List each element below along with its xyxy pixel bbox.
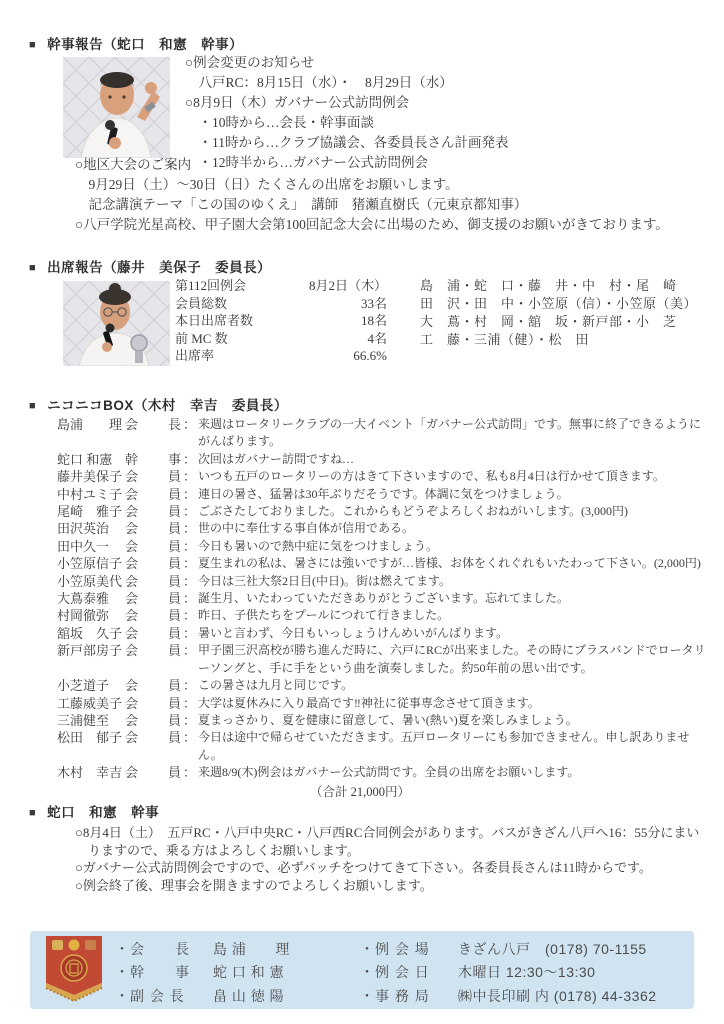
member-comment: 今日は三社大祭2日目(中日)。街は燃えてます。 <box>198 573 452 588</box>
footer-value: きざん八戸 (0178) 70-1155 <box>458 940 647 957</box>
niconico-entry <box>57 695 707 712</box>
separator-colon: ： <box>183 608 197 624</box>
announcement-line: ○地区大会のご案内 <box>75 157 192 172</box>
niconico-total: （合計 21,000円） <box>310 784 411 799</box>
member-comment: 世の中に奉仕する事自体が信用である。 <box>198 521 415 536</box>
niconico-entry <box>57 642 707 677</box>
member-comment: 来週はロータリークラブの一大イベント「ガバナー公式訪問」です。無事に終了できるようにがんばります。 <box>198 417 702 449</box>
secretary-announcement-list-2 <box>75 155 669 235</box>
stat-value: 33名 <box>360 295 387 311</box>
member-name: 舘坂 久子 <box>57 625 123 641</box>
section-header-secretary-report <box>29 37 243 53</box>
member-role: 会 員 <box>125 765 181 781</box>
niconico-entry <box>57 677 707 694</box>
separator-colon: ： <box>183 678 197 694</box>
member-name: 小笠原信子 <box>57 556 123 572</box>
footer-row <box>360 937 690 961</box>
footer-meeting-column <box>360 937 690 1008</box>
member-role: 会 員 <box>125 538 181 554</box>
section-header-attendance-report <box>29 260 271 276</box>
stat-row <box>175 330 387 348</box>
niconico-entry <box>57 607 707 624</box>
member-name: 新戸部房子 <box>57 643 123 659</box>
footer-value: 島 浦 理 <box>213 940 290 957</box>
member-comment: 次回はガバナー訪問ですね… <box>198 451 355 466</box>
member-comment: 昨日、子供たちをプールにつれて行きました。 <box>198 608 450 623</box>
secretary-photo-graphic <box>63 57 170 158</box>
announcement-line: ○例会変更のお知らせ <box>185 55 315 70</box>
niconico-entry <box>57 538 707 555</box>
chairperson-photo-graphic <box>63 281 170 366</box>
member-comment: いつも五戸のロータリーの方はきて下さいますので、私も8月4日は行かせて頂きます。 <box>198 469 665 484</box>
stat-label: 会員総数 <box>175 295 228 311</box>
footer-value: 蛇 口 和 憲 <box>213 964 285 981</box>
attendee-names-line: 田 沢・田 中・小笠原（信）・小笠原（美） <box>420 296 698 311</box>
footer-row <box>360 961 690 985</box>
stat-label: 前 MC 数 <box>175 330 228 346</box>
member-comment: 来週8/9(木)例会はガバナー公式訪問です。全員の出席をお願いします。 <box>198 765 580 780</box>
stat-row <box>175 295 387 313</box>
secretary-note-line: ○8月4日（土） 五戸RC・八戸中央RC・八戸西RC合同例会があります。バスがきざん八戸へ16：55分にまいりますので、乗る方はよろしくお願いします。 <box>75 825 700 858</box>
member-role: 会 員 <box>125 573 181 589</box>
member-role: 会 員 <box>125 730 181 746</box>
stat-value: 4名 <box>367 330 387 346</box>
section-header-secretary-notes <box>29 805 159 821</box>
announcement-line: ・11時から…クラブ協議会、各委員長さん計画発表 <box>185 135 509 150</box>
stat-label: 第112回例会 <box>175 278 247 293</box>
separator-colon: ： <box>183 765 197 781</box>
member-role: 会 長 <box>125 417 181 432</box>
announcement-line: ・10時から…会長・幹事面談 <box>185 115 374 130</box>
announcement-line: 八戸RC：8月15日（水）・ 8月29日（水） <box>185 75 453 90</box>
member-name: 小芝道子 <box>57 678 110 694</box>
section-marker-icon: ■ <box>29 807 37 819</box>
section-marker-icon: ■ <box>29 262 37 274</box>
separator-colon: ： <box>183 730 197 746</box>
footer-label: ・例 会 日 <box>360 964 430 981</box>
niconico-entry <box>57 729 707 764</box>
niconico-entry <box>57 590 707 607</box>
footer-officers-column <box>115 937 355 1008</box>
stat-row <box>175 312 387 330</box>
niconico-entry <box>57 573 707 590</box>
footer-label: ・例 会 場 <box>360 940 430 957</box>
niconico-entry <box>57 486 707 503</box>
attendee-name-list <box>420 277 697 349</box>
footer-row <box>115 984 355 1008</box>
member-name: 村岡徹弥 <box>57 608 110 624</box>
member-comment: 夏生まれの私は、暑さには強いですが…皆様、お体をくれぐれもいたわって下さい。(2,000円) <box>198 556 701 571</box>
member-role: 会 員 <box>125 712 181 728</box>
member-name: 工藤威美子 <box>57 695 123 711</box>
member-name: 田中久一 <box>57 538 110 554</box>
member-name: 三浦健至 <box>57 712 110 728</box>
member-name: 大蔦泰雅 <box>57 591 110 607</box>
footer-label: ・副 会 長 <box>115 987 185 1004</box>
member-comment: 暑いと言わず、今日もいっしょうけんめいがんばります。 <box>198 625 509 640</box>
member-role: 会 員 <box>125 695 181 711</box>
niconico-entry <box>57 468 707 485</box>
niconico-entry <box>57 555 707 572</box>
separator-colon: ： <box>183 451 197 467</box>
member-comment: 甲子園三沢高校が勝ち進んだ時に、六戸にRCが出来ました。その時にブラスバンドでロータリーソングと、手に手をという曲を演奏しました。約50年前の思い出です。 <box>198 643 706 675</box>
separator-colon: ： <box>183 469 197 485</box>
separator-colon: ： <box>183 556 197 572</box>
attendee-names-line: 工 藤・三浦（健）・松 田 <box>420 332 590 347</box>
footer-value: 畠 山 徳 陽 <box>213 987 285 1004</box>
member-role: 会 員 <box>125 678 181 694</box>
member-name: 蛇口 和憲 <box>57 451 113 467</box>
footer-label: ・会 長 <box>115 940 190 957</box>
member-comment: 誕生月、いたわっていただきありがとうございます。忘れてました。 <box>198 591 569 606</box>
announcement-line: ○八戸学院光星高校、甲子園大会第100回記念大会に出場のため、御支援のお願いがきております。 <box>75 217 669 232</box>
footer-row <box>360 984 690 1008</box>
section-marker-icon: ■ <box>29 39 37 51</box>
secretary-speaking-photo <box>63 57 170 158</box>
separator-colon: ： <box>183 591 197 607</box>
section-title-niconico-box: ニコニコBOX（木村 幸吉 委員長） <box>47 398 288 413</box>
member-name: 中村ユミ子 <box>57 486 123 502</box>
attendance-stats-table <box>175 277 387 365</box>
announcement-line: ・12時半から…ガバナー公式訪問例会 <box>185 155 428 170</box>
footer-row <box>115 937 355 961</box>
club-info-footer <box>30 931 694 1009</box>
stat-value: 18名 <box>360 313 387 328</box>
separator-colon: ： <box>183 504 197 520</box>
member-name: 田沢英治 <box>57 521 110 537</box>
announcement-line: ○8月9日（木）ガバナー公式訪問例会 <box>185 95 410 110</box>
attendee-names-line: 島 浦・蛇 口・藤 井・中 村・尾 崎 <box>420 278 677 293</box>
member-name: 木村 幸吉 <box>57 765 123 781</box>
announcement-line: 記念講演テーマ「この国のゆくえ」 講師 猪瀬直樹氏（元東京都知事） <box>75 197 528 212</box>
separator-colon: ： <box>183 486 197 502</box>
separator-colon: ： <box>183 643 197 659</box>
section-title-attendance-report: 出席報告（藤井 美保子 委員長） <box>47 260 272 275</box>
secretary-note-list <box>75 824 708 894</box>
niconico-entry <box>57 416 707 451</box>
separator-colon: ： <box>183 695 197 711</box>
member-role: 会 員 <box>125 556 181 572</box>
footer-row <box>115 961 355 985</box>
member-name: 小笠原美代 <box>57 573 123 589</box>
stat-row <box>175 277 387 295</box>
separator-colon: ： <box>183 573 197 589</box>
footer-value: ㈱中長印刷 内 (0178) 44-3362 <box>458 987 657 1004</box>
niconico-entry <box>57 503 707 520</box>
club-pennant-icon <box>42 935 106 1007</box>
member-comment: 今日も暑いので熱中症に気をつけましょう。 <box>198 538 439 553</box>
chairperson-speaking-photo <box>63 281 170 366</box>
footer-value: 木曜日 12:30～13:30 <box>458 964 596 981</box>
member-name: 松田 郁子 <box>57 730 123 746</box>
member-role: 会 員 <box>125 625 181 641</box>
member-comment: 大学は夏休みに入り最高です‼神社に従事専念させて頂きます。 <box>198 695 540 710</box>
separator-colon: ： <box>183 538 197 554</box>
member-role: 会 員 <box>125 643 181 659</box>
member-role: 会 員 <box>125 608 181 624</box>
member-role: 会 員 <box>125 486 181 502</box>
member-name: 尾崎 雅子 <box>57 504 123 520</box>
stat-label: 本日出席者数 <box>175 313 254 328</box>
separator-colon: ： <box>183 521 197 537</box>
section-title-secretary-report: 幹事報告（蛇口 和憲 幹事） <box>47 37 244 52</box>
stat-label: 出席率 <box>175 348 215 363</box>
member-comment: 今日は途中で帰らせていただきます。五戸ロータリーにも参加できません。申し訳ありません。 <box>198 730 690 762</box>
stat-row <box>175 347 387 365</box>
member-comment: この暑さは九月と同じです。 <box>198 678 354 693</box>
announcement-line: 9月29日（土）～30日（日）たくさんの出席をお願いします。 <box>75 177 459 192</box>
member-role: 会 員 <box>125 591 181 607</box>
section-header-niconico-box <box>29 398 288 414</box>
attendee-names-line: 大 蔦・村 岡・舘 坂・新戸部・小 芝 <box>420 314 677 329</box>
footer-label: ・幹 事 <box>115 964 190 981</box>
secretary-note-line: ○例会終了後、理事会を開きますのでよろしくお願いします。 <box>75 877 433 893</box>
member-comment: ごぶさたしておりました。これからもどうぞよろしくおねがいします。(3,000円) <box>198 504 629 519</box>
footer-label: ・事 務 局 <box>360 987 430 1004</box>
separator-colon: ： <box>183 625 197 641</box>
member-role: 会 員 <box>125 521 181 537</box>
stat-value: 66.6% <box>353 348 387 363</box>
member-comment: 夏まっさかり、夏を健康に留意して、暑い(熱い)夏を楽しみましょう。 <box>198 712 578 727</box>
member-role: 会 員 <box>125 469 181 485</box>
member-role: 会 員 <box>125 504 181 520</box>
niconico-entry <box>57 451 707 468</box>
niconico-entry <box>57 712 707 729</box>
member-name: 島浦 理 <box>57 417 123 432</box>
niconico-entry <box>57 625 707 642</box>
section-marker-icon: ■ <box>29 400 37 412</box>
niconico-entry <box>57 764 707 781</box>
stat-value: 8月2日（木） <box>308 278 387 293</box>
separator-colon: ： <box>183 712 197 728</box>
member-name: 藤井美保子 <box>57 469 123 485</box>
member-role: 幹 事 <box>125 451 181 467</box>
secretary-note-line: ○ガバナー公式訪問例会ですので、必ずバッチをつけてきて下さい。各委員長さんは11時からです。 <box>75 860 652 875</box>
member-comment: 連日の暑さ、猛暑は30年ぶりだそうです。体調に気をつけましょう。 <box>198 486 569 501</box>
niconico-entry-list <box>57 416 707 801</box>
niconico-entry <box>57 520 707 537</box>
separator-colon: ： <box>183 417 197 432</box>
section-title-secretary-notes: 蛇口 和憲 幹事 <box>47 805 160 820</box>
